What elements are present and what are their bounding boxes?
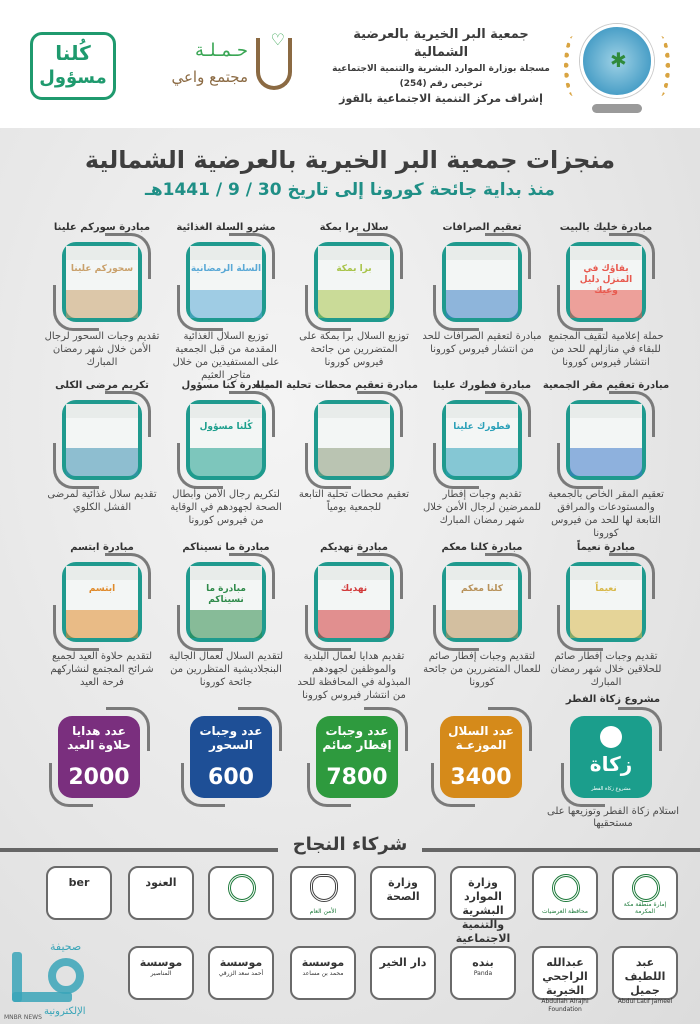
org-supervision: إشراف مركز التنمية الاجتماعية بالقوز bbox=[339, 92, 543, 105]
initiative-image bbox=[186, 242, 266, 322]
image-band bbox=[66, 610, 138, 638]
image-band bbox=[66, 448, 138, 476]
image-placeholder bbox=[570, 566, 642, 638]
initiative-name: تعقيم الصرافات bbox=[442, 222, 522, 233]
initiative-image-frame bbox=[62, 562, 142, 642]
stat-label: عدد السلال الموزعـة bbox=[448, 724, 514, 752]
initiative-image bbox=[314, 242, 394, 322]
image-band bbox=[570, 448, 642, 476]
initiative-image bbox=[186, 562, 266, 642]
partner-logo bbox=[370, 946, 436, 1000]
partner-logo bbox=[532, 946, 598, 1013]
image-band bbox=[570, 566, 642, 580]
partner-name: موسسة bbox=[219, 956, 263, 969]
stat-box bbox=[58, 716, 140, 798]
initiative-image-frame bbox=[314, 562, 394, 642]
wheat-right-icon bbox=[652, 36, 670, 96]
image-band bbox=[318, 610, 390, 638]
org-info bbox=[330, 26, 552, 107]
image-placeholder bbox=[570, 246, 642, 318]
image-band bbox=[446, 566, 518, 580]
initiative-image-frame bbox=[566, 242, 646, 322]
initiative-image-frame bbox=[186, 562, 266, 642]
image-band bbox=[446, 610, 518, 638]
image-caption: سحوركم علينا bbox=[70, 264, 134, 274]
partner-name: موسسة bbox=[301, 956, 345, 969]
initiative-image bbox=[566, 242, 646, 322]
image-caption: ابتسم bbox=[88, 584, 116, 594]
image-band bbox=[570, 610, 642, 638]
seal-ribbon bbox=[592, 104, 642, 113]
partner-logo bbox=[612, 946, 678, 1005]
partner-logo bbox=[208, 866, 274, 920]
image-band bbox=[570, 246, 642, 260]
initiative-name: مبادرة كنا مسؤول bbox=[181, 380, 271, 391]
image-placeholder bbox=[570, 404, 642, 476]
org-registration: مسجلة بوزارة الموارد البشرية والتنمية الاجتماعية bbox=[332, 64, 550, 74]
image-band bbox=[190, 246, 262, 260]
initiative-image bbox=[442, 242, 522, 322]
initiative-name: مبادرة خليك بالبيت bbox=[559, 222, 653, 233]
initiative-image-frame bbox=[62, 242, 142, 322]
initiative-card bbox=[254, 378, 418, 514]
zakat-title: مشروع زكاة الفطر bbox=[565, 694, 661, 705]
partner-subname: Abdullah Alrajhi Foundation bbox=[541, 998, 589, 1013]
image-band bbox=[318, 290, 390, 318]
divider-left bbox=[0, 848, 278, 852]
initiative-desc: تقديم وجبات إفطار صائم للحلاقين خلال شهر رمضان المبارك bbox=[550, 651, 662, 688]
stat-value: 600 bbox=[208, 765, 254, 790]
initiative-card bbox=[38, 378, 166, 514]
initiative-desc: تقديم وجبات السحور لرجال الأمن خلال شهر رمضان المبارك bbox=[44, 331, 160, 368]
image-band bbox=[318, 246, 390, 260]
initiative-image bbox=[62, 242, 142, 322]
image-placeholder bbox=[190, 404, 262, 476]
initiative-image-frame bbox=[62, 400, 142, 480]
initiative-image bbox=[314, 562, 394, 642]
partner-subname: المناصير bbox=[150, 970, 172, 977]
image-band bbox=[66, 246, 138, 260]
image-band bbox=[66, 290, 138, 318]
partner-logo bbox=[290, 866, 356, 920]
partner-name: عبد اللطيف جميل bbox=[624, 956, 666, 997]
partner-logo bbox=[128, 946, 194, 1000]
stat-label: عدد وجبات السحور bbox=[199, 724, 263, 752]
image-band bbox=[446, 448, 518, 476]
image-band bbox=[66, 566, 138, 580]
partner-logo bbox=[532, 866, 598, 920]
initiative-image bbox=[442, 400, 522, 480]
initiative-name: مبادرة ابتسم bbox=[70, 542, 134, 553]
partner-name: الأمن العام bbox=[309, 908, 337, 915]
watermark-logo bbox=[0, 940, 110, 1024]
image-placeholder bbox=[318, 566, 390, 638]
image-band bbox=[190, 290, 262, 318]
image-placeholder bbox=[190, 246, 262, 318]
image-caption: السلة الرمضانية bbox=[190, 264, 262, 274]
campaign-line2: مجتمع واعي bbox=[171, 68, 248, 86]
partner-subname: Abdul Latif Jameel bbox=[617, 998, 673, 1005]
image-placeholder bbox=[66, 404, 138, 476]
initiative-card bbox=[418, 220, 546, 356]
image-band bbox=[446, 246, 518, 260]
partner-logo bbox=[450, 866, 516, 945]
partners-title: شركاء النجاح bbox=[292, 834, 408, 855]
initiative-card bbox=[418, 540, 546, 689]
heart-icon: ♡ bbox=[270, 30, 285, 49]
initiative-desc: توزيع السلال الغذائية المقدمة من قبل الجمعية على المستفيدين من خلال متاجر العثيم bbox=[172, 331, 280, 381]
initiative-name: مبادرة تعقيم مقر الجمعية bbox=[542, 380, 670, 391]
partner-name: موسسة bbox=[139, 956, 183, 969]
image-placeholder bbox=[446, 404, 518, 476]
initiative-image bbox=[314, 400, 394, 480]
image-band bbox=[318, 566, 390, 580]
initiative-desc: تقديم وجبات إفطار للممرضين لرجال الأمن خلال شهر رمضان المبارك bbox=[422, 489, 542, 526]
stat-value: 7800 bbox=[326, 765, 388, 790]
image-band bbox=[190, 566, 262, 580]
partner-logo bbox=[128, 866, 194, 920]
initiative-card bbox=[542, 540, 670, 689]
image-caption: كُلنا مسؤول bbox=[199, 422, 253, 432]
initiative-name: سلال برا بمكة bbox=[319, 222, 389, 233]
moon-icon bbox=[600, 726, 622, 748]
image-band bbox=[570, 404, 642, 418]
kulluna-line1: كُلنا bbox=[55, 41, 91, 65]
watermark-line1: صحيفة bbox=[50, 940, 82, 953]
image-placeholder bbox=[446, 566, 518, 638]
image-caption: برا بمكة bbox=[336, 264, 372, 274]
initiative-name: تكريم مرضى الكلى bbox=[55, 380, 149, 391]
initiative-image-frame bbox=[314, 400, 394, 480]
emblem-icon bbox=[552, 874, 580, 902]
kulluna-line2: مسؤول bbox=[39, 67, 107, 88]
initiative-card bbox=[162, 540, 290, 689]
initiative-desc: لتكريم رجال الأمن وأبطال الصحة لجهودهم في الوقاية من فيروس كورونا bbox=[170, 489, 282, 526]
partner-name: ber bbox=[68, 876, 90, 889]
image-band bbox=[190, 448, 262, 476]
stat-label: عدد وجبات إفطار صائم bbox=[322, 724, 392, 752]
partner-logo bbox=[290, 946, 356, 1000]
stat-value: 3400 bbox=[450, 765, 512, 790]
initiative-image bbox=[62, 400, 142, 480]
zakat-logo-word: زكاة bbox=[589, 752, 633, 776]
emblem-icon bbox=[310, 874, 338, 902]
image-caption: بقاؤك في المنزل دليل وعيك bbox=[579, 264, 633, 296]
stat-box bbox=[316, 716, 398, 798]
initiative-desc: لتقديم السلال لعمال الجالية البنجلاديشية المتظررين من جائحة كورونا bbox=[168, 651, 284, 688]
initiative-image bbox=[566, 562, 646, 642]
initiative-image bbox=[186, 400, 266, 480]
image-band bbox=[190, 610, 262, 638]
initiative-card bbox=[290, 540, 418, 702]
initiative-image bbox=[62, 562, 142, 642]
wheat-left-icon bbox=[564, 36, 582, 96]
image-placeholder bbox=[190, 566, 262, 638]
initiative-image-frame bbox=[566, 400, 646, 480]
stat-value: 2000 bbox=[68, 765, 130, 790]
initiative-card bbox=[38, 220, 166, 369]
watermark-ring bbox=[48, 958, 84, 994]
partner-name: عبدالله الراجحي الخيرية bbox=[542, 956, 588, 997]
watermark-line2: الإلكترونية bbox=[44, 1006, 86, 1017]
initiative-desc: تعقيم المقر الخاص بالجمعية والمستودعات والمرافق التابعة لها للحد من فيروس كورونا bbox=[548, 489, 664, 539]
image-placeholder bbox=[66, 566, 138, 638]
image-caption: مبادرة ما نسيناكم bbox=[206, 584, 246, 605]
initiative-card bbox=[290, 220, 418, 369]
partner-name: إمارة منطقة مكة المكرمة bbox=[623, 901, 667, 915]
initiative-card bbox=[38, 540, 166, 689]
image-band bbox=[446, 404, 518, 418]
initiative-desc: تعقيم محطات تحلية التابعة للجمعية يومياً bbox=[298, 489, 410, 513]
stat-box bbox=[440, 716, 522, 798]
initiative-card bbox=[162, 378, 290, 527]
image-band bbox=[318, 448, 390, 476]
initiative-name: مبادرة نهديكم bbox=[320, 542, 388, 553]
partner-subname: محمد بن مساعد bbox=[302, 970, 344, 977]
initiative-card bbox=[418, 378, 546, 527]
image-band bbox=[66, 404, 138, 418]
initiative-name: مبادرة سوركم علينا bbox=[53, 222, 151, 233]
initiative-image-frame bbox=[186, 400, 266, 480]
initiative-desc: حملة إعلامية لتقيف المجتمع للبقاء في منازلهم للحد من انتشار فيروس كورونا bbox=[548, 331, 664, 368]
initiative-image-frame bbox=[442, 562, 522, 642]
initiative-desc: لتقديم حلاوة العيد لجميع شرائح المجتمع لنشاركهم فرحة العيد bbox=[50, 651, 154, 688]
initiative-desc: توزيع السلال برا بمكة على المتضررين من جائحة فيروس كورونا bbox=[299, 331, 409, 368]
header bbox=[0, 0, 700, 128]
org-name: جمعية البر الخيرية بالعرضية الشمالية bbox=[353, 27, 529, 60]
emblem-icon bbox=[228, 874, 256, 902]
emblem-icon bbox=[632, 874, 660, 902]
partner-name: دار الخير bbox=[379, 956, 427, 969]
stat-box bbox=[190, 716, 272, 798]
kulluna-masool-logo bbox=[30, 32, 116, 100]
initiative-desc: تقديم سلال غذائية لمرضى الفشل الكلوي bbox=[47, 489, 157, 513]
initiative-name: مبادرة فطورك علينا bbox=[432, 380, 532, 391]
zakat-logo-caption: مشروع زكاة الفطر bbox=[591, 786, 631, 792]
partner-name: وزارة الصحة bbox=[386, 876, 420, 903]
campaign-logo bbox=[148, 30, 298, 100]
partner-logo bbox=[46, 866, 112, 920]
partner-subname: Panda bbox=[473, 970, 493, 977]
association-seal-logo bbox=[558, 18, 676, 118]
stat-label: عدد هدايا حلاوة العيد bbox=[67, 724, 131, 752]
partner-logo bbox=[208, 946, 274, 1000]
initiative-image-frame bbox=[186, 242, 266, 322]
image-caption: كلنا معكم bbox=[460, 584, 504, 594]
initiative-image bbox=[442, 562, 522, 642]
initiative-image-frame bbox=[442, 242, 522, 322]
palm-icon: ✱ bbox=[610, 48, 627, 72]
image-band bbox=[190, 404, 262, 418]
initiative-card bbox=[542, 378, 670, 540]
initiative-name: مبادرة تعقيم محطات تحلية المياه bbox=[254, 380, 418, 391]
image-placeholder bbox=[318, 246, 390, 318]
initiative-image bbox=[566, 400, 646, 480]
initiative-name: مبادرة نعيماً bbox=[576, 542, 636, 553]
initiative-name: مبادرة كلنا معكم bbox=[441, 542, 523, 553]
partner-logo bbox=[612, 866, 678, 920]
org-license: ترخيص رقم (254) bbox=[399, 79, 483, 89]
initiative-image-frame bbox=[442, 400, 522, 480]
initiative-card bbox=[162, 220, 290, 382]
divider-right bbox=[422, 848, 700, 852]
partner-name: وزارة الموارد البشرية والتنمية الاجتماعية bbox=[455, 876, 511, 945]
watermark-line3: MNBR NEWS bbox=[4, 1014, 42, 1021]
partner-logo bbox=[370, 866, 436, 920]
partner-name: العنود bbox=[145, 876, 177, 889]
zakat-desc: استلام زكاة الفطر وتوزيعها على مستحقيها bbox=[546, 806, 679, 829]
partner-name: محافظة العرضيات bbox=[542, 908, 588, 915]
initiative-name: مشرو السلة الغذائية bbox=[176, 222, 276, 233]
initiative-card bbox=[542, 220, 670, 369]
initiative-desc: لتقديم وجبات إفطار صائم للعمال المتضررين من جائحة كورونا bbox=[423, 651, 541, 688]
initiative-image-frame bbox=[314, 242, 394, 322]
image-placeholder bbox=[66, 246, 138, 318]
campaign-line1: حـمـلـة bbox=[195, 40, 248, 61]
image-band bbox=[446, 290, 518, 318]
page-title: منجزات جمعية البر الخيرية بالعرضية الشمالية bbox=[84, 146, 616, 174]
image-caption: نهديك bbox=[340, 584, 368, 594]
initiative-desc: تقديم هدايا لعمال البلدية والموظفين لجهودهم المبذولة في المحافظة للحد من انتشار فيروس كورونا bbox=[297, 651, 411, 701]
page-subtitle: منذ بداية جائحة كورونا إلى تاريخ 30 / 9 / 1441هـ bbox=[145, 180, 555, 200]
image-band bbox=[318, 404, 390, 418]
initiative-image-frame bbox=[566, 562, 646, 642]
partner-name: بنده bbox=[472, 956, 494, 969]
partner-logo bbox=[450, 946, 516, 1000]
image-caption: نعيماً bbox=[595, 584, 617, 594]
initiative-name: مبادرة ما نسيناكم bbox=[182, 542, 270, 553]
image-placeholder bbox=[318, 404, 390, 476]
image-placeholder bbox=[446, 246, 518, 318]
zakat-logo bbox=[570, 716, 652, 798]
image-caption: فطورك علينا bbox=[453, 422, 511, 432]
initiative-desc: مبادرة لتعقيم الصرافات للحد من انتشار فيروس كورونا bbox=[422, 331, 542, 355]
partner-subname: أحمد سعد الزرقي bbox=[218, 970, 264, 977]
